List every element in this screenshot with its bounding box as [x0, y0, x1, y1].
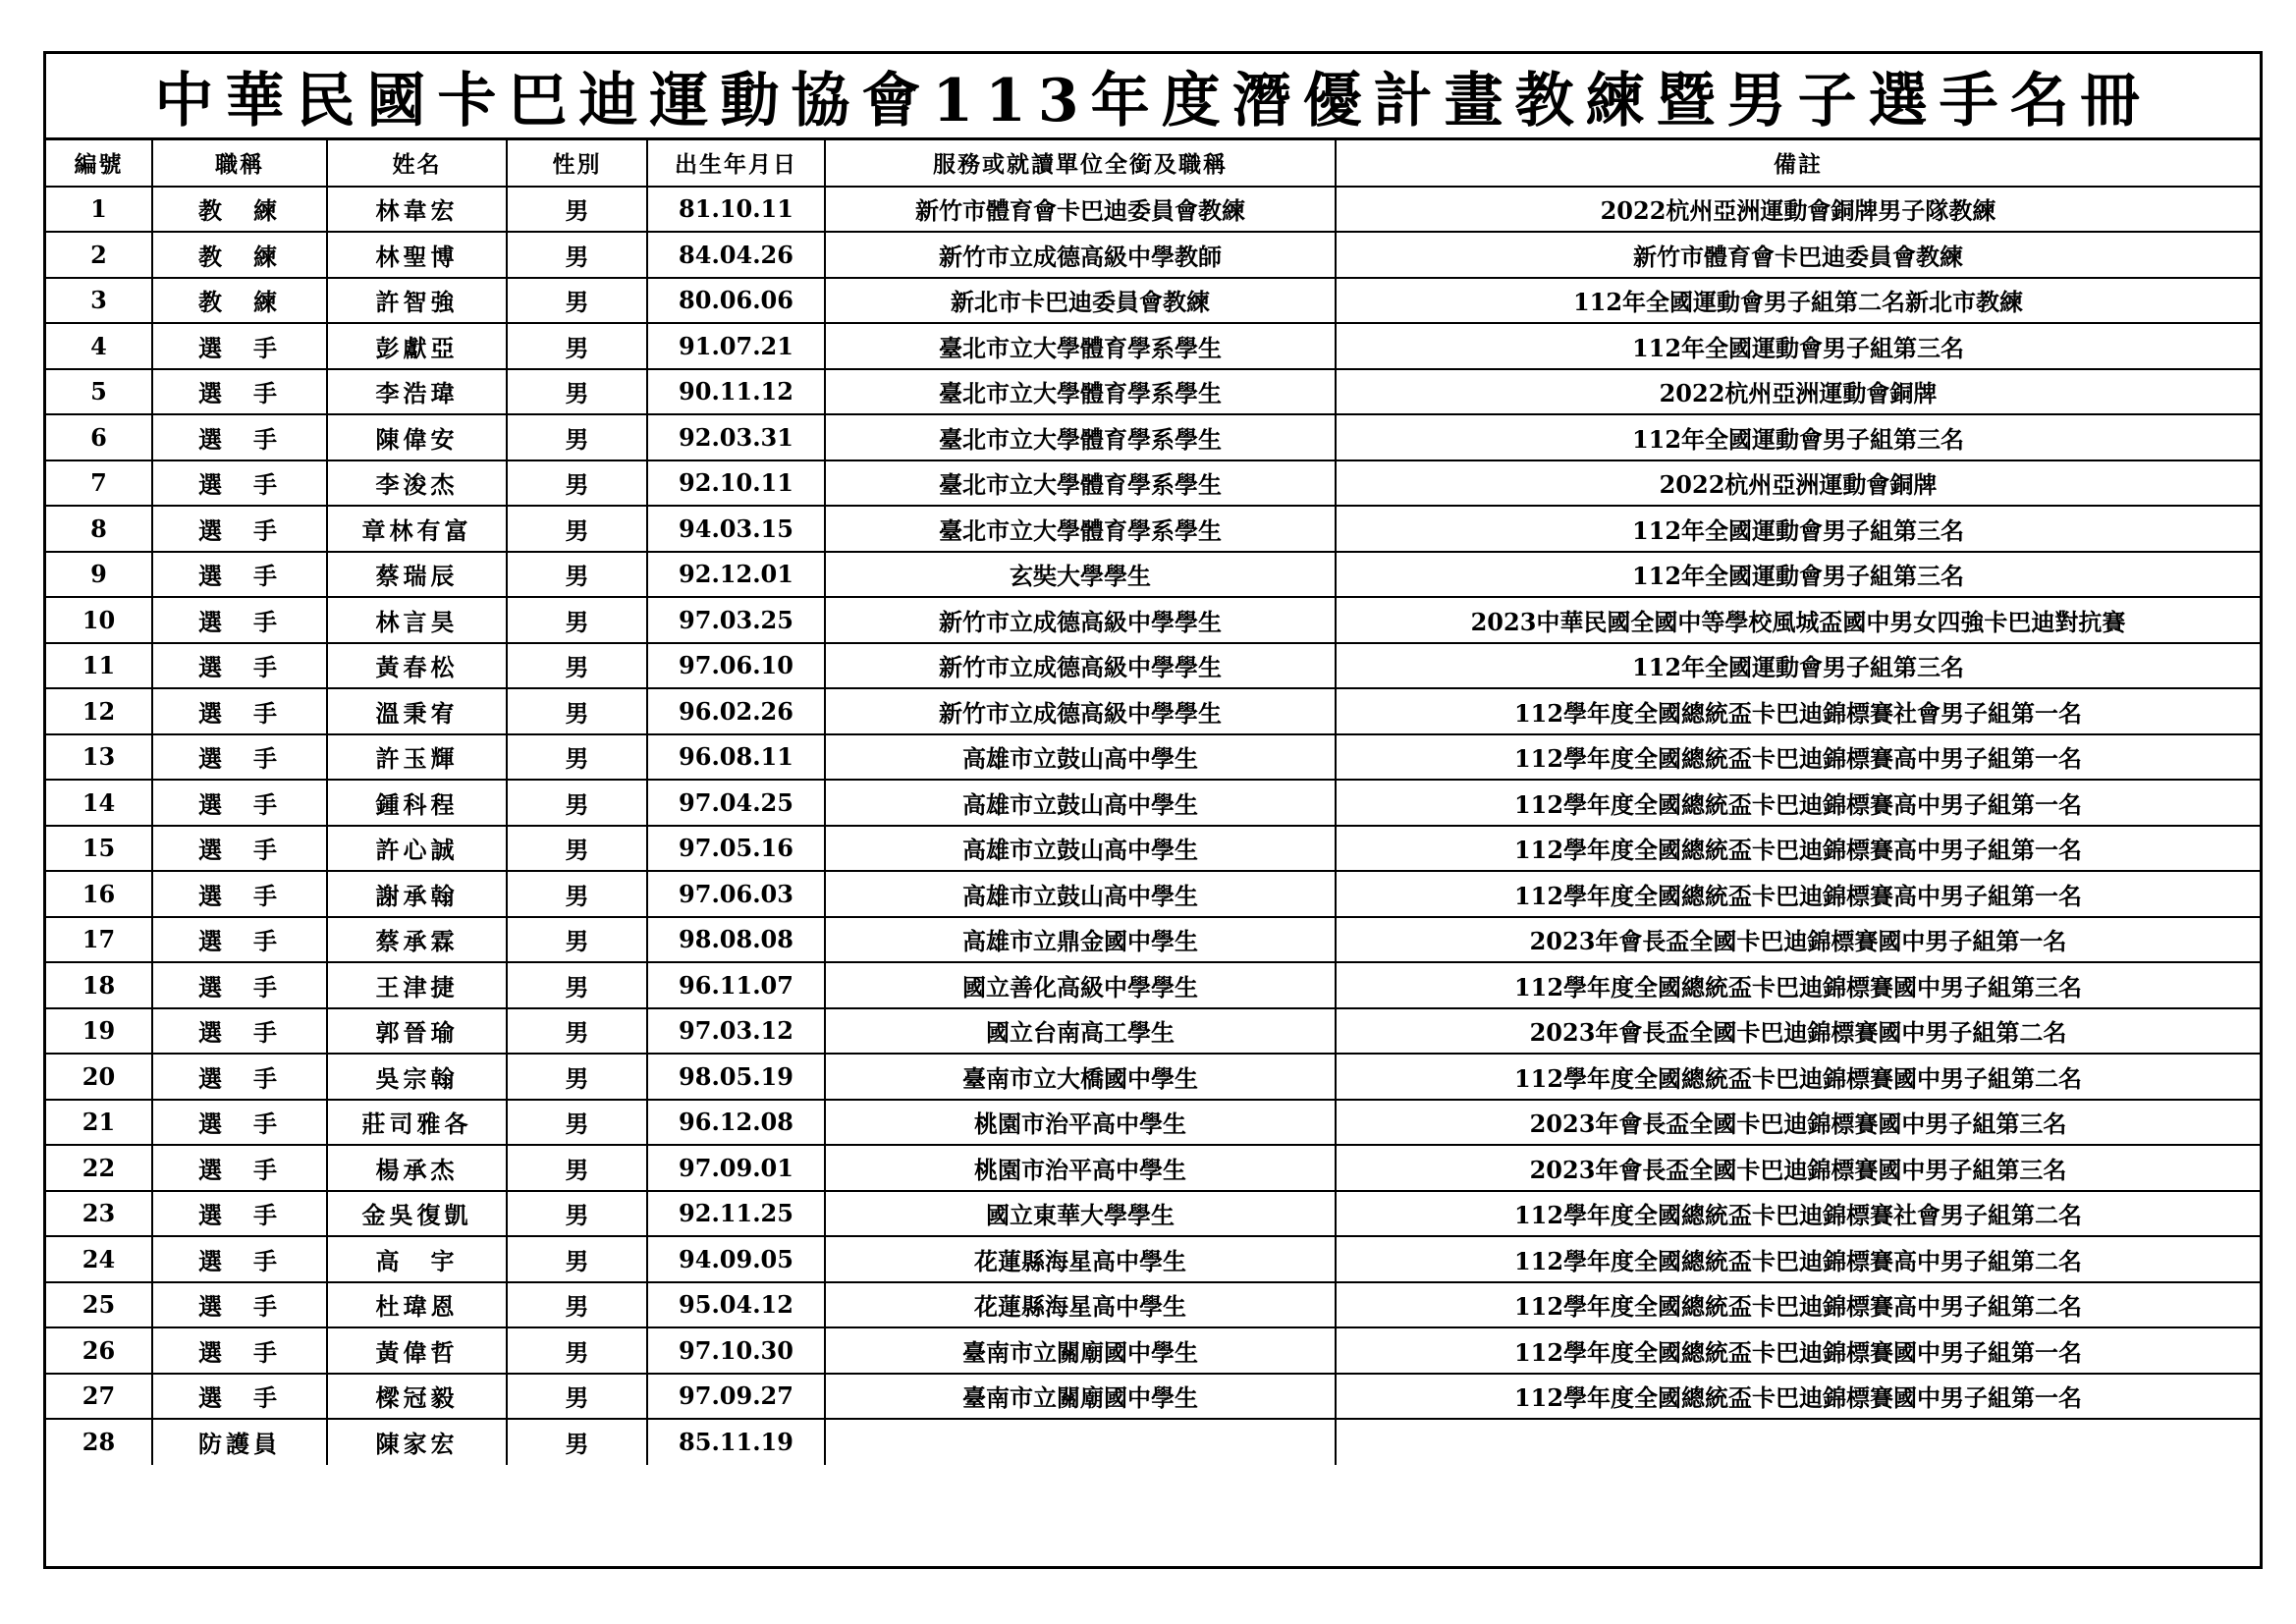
cell-role: 選 手: [152, 1191, 327, 1237]
cell-birthdate: 81.10.11: [647, 187, 825, 233]
cell-role: 選 手: [152, 1008, 327, 1055]
cell-name: 楊承杰: [327, 1145, 507, 1191]
cell-affiliation: 花蓮縣海星高中學生: [825, 1236, 1336, 1282]
cell-role: 選 手: [152, 780, 327, 826]
cell-remarks: 2023年會長盃全國卡巴迪錦標賽國中男子組第三名: [1336, 1145, 2260, 1191]
cell-remarks: 112學年度全國總統盃卡巴迪錦標賽國中男子組第一名: [1336, 1374, 2260, 1420]
cell-name: 林聖博: [327, 232, 507, 278]
cell-number: 16: [46, 871, 152, 917]
cell-role: 選 手: [152, 369, 327, 415]
cell-affiliation: 臺南市立大橋國中學生: [825, 1054, 1336, 1100]
cell-affiliation: 臺北市立大學體育學系學生: [825, 414, 1336, 460]
roster-sheet: [43, 51, 2263, 1569]
cell-affiliation: 國立東華大學學生: [825, 1191, 1336, 1237]
cell-birthdate: 95.04.12: [647, 1282, 825, 1328]
cell-affiliation: 國立台南高工學生: [825, 1008, 1336, 1055]
table-row: [46, 871, 2260, 917]
cell-name: 杜瑋恩: [327, 1282, 507, 1328]
cell-birthdate: 92.10.11: [647, 460, 825, 507]
cell-affiliation: 國立善化高級中學學生: [825, 962, 1336, 1008]
cell-remarks: 112學年度全國總統盃卡巴迪錦標賽高中男子組第一名: [1336, 826, 2260, 872]
cell-affiliation: 高雄市立鼓山高中學生: [825, 871, 1336, 917]
cell-number: 18: [46, 962, 152, 1008]
cell-role: 教 練: [152, 232, 327, 278]
cell-birthdate: 98.05.19: [647, 1054, 825, 1100]
table-row: [46, 460, 2260, 507]
cell-birthdate: 84.04.26: [647, 232, 825, 278]
cell-remarks: 2023中華民國全國中等學校風城盃國中男女四強卡巴迪對抗賽: [1336, 597, 2260, 643]
cell-name: 林言昊: [327, 597, 507, 643]
cell-number: 5: [46, 369, 152, 415]
cell-number: 28: [46, 1419, 152, 1465]
cell-name: 吳宗翰: [327, 1054, 507, 1100]
cell-remarks: 112年全國運動會男子組第三名: [1336, 323, 2260, 369]
cell-affiliation: 高雄市立鼎金國中學生: [825, 917, 1336, 963]
cell-gender: 男: [507, 1100, 647, 1146]
cell-gender: 男: [507, 460, 647, 507]
header-number: 編號: [46, 140, 152, 187]
table-row: [46, 734, 2260, 781]
cell-role: 選 手: [152, 506, 327, 552]
header-row: [46, 140, 2260, 187]
cell-birthdate: 80.06.06: [647, 278, 825, 324]
cell-birthdate: 92.03.31: [647, 414, 825, 460]
cell-name: 郭晉瑜: [327, 1008, 507, 1055]
cell-role: 選 手: [152, 1100, 327, 1146]
cell-gender: 男: [507, 826, 647, 872]
cell-remarks: 112學年度全國總統盃卡巴迪錦標賽高中男子組第一名: [1336, 871, 2260, 917]
cell-name: 李浚杰: [327, 460, 507, 507]
cell-number: 27: [46, 1374, 152, 1420]
table-row: [46, 552, 2260, 598]
cell-remarks: 112學年度全國總統盃卡巴迪錦標賽高中男子組第一名: [1336, 734, 2260, 781]
cell-name: 謝承翰: [327, 871, 507, 917]
cell-gender: 男: [507, 278, 647, 324]
cell-gender: 男: [507, 187, 647, 233]
cell-affiliation: 臺北市立大學體育學系學生: [825, 506, 1336, 552]
cell-birthdate: 97.03.12: [647, 1008, 825, 1055]
cell-affiliation: [825, 1419, 1336, 1465]
cell-remarks: 112年全國運動會男子組第三名: [1336, 414, 2260, 460]
cell-gender: 男: [507, 643, 647, 689]
cell-name: 陳偉安: [327, 414, 507, 460]
cell-gender: 男: [507, 232, 647, 278]
cell-gender: 男: [507, 323, 647, 369]
cell-affiliation: 臺南市立關廟國中學生: [825, 1327, 1336, 1374]
cell-remarks: 2022杭州亞洲運動會銅牌: [1336, 460, 2260, 507]
table-row: [46, 1008, 2260, 1055]
cell-birthdate: 94.03.15: [647, 506, 825, 552]
cell-gender: 男: [507, 734, 647, 781]
cell-remarks: 112學年度全國總統盃卡巴迪錦標賽高中男子組第二名: [1336, 1282, 2260, 1328]
cell-number: 3: [46, 278, 152, 324]
cell-affiliation: 新竹市立成德高級中學學生: [825, 688, 1336, 734]
cell-role: 選 手: [152, 323, 327, 369]
cell-remarks: 2023年會長盃全國卡巴迪錦標賽國中男子組第二名: [1336, 1008, 2260, 1055]
cell-birthdate: 92.12.01: [647, 552, 825, 598]
cell-number: 1: [46, 187, 152, 233]
cell-birthdate: 96.12.08: [647, 1100, 825, 1146]
cell-birthdate: 97.06.10: [647, 643, 825, 689]
cell-name: 王津捷: [327, 962, 507, 1008]
table-row: [46, 1100, 2260, 1146]
cell-name: 金吳復凱: [327, 1191, 507, 1237]
cell-number: 17: [46, 917, 152, 963]
cell-birthdate: 98.08.08: [647, 917, 825, 963]
cell-gender: 男: [507, 1191, 647, 1237]
table-row: [46, 826, 2260, 872]
header-gender: 性別: [507, 140, 647, 187]
cell-birthdate: 97.10.30: [647, 1327, 825, 1374]
cell-role: 選 手: [152, 1054, 327, 1100]
cell-name: 蔡承霖: [327, 917, 507, 963]
cell-remarks: 2023年會長盃全國卡巴迪錦標賽國中男子組第一名: [1336, 917, 2260, 963]
table-row: [46, 1327, 2260, 1374]
table-row: [46, 1374, 2260, 1420]
cell-gender: 男: [507, 414, 647, 460]
cell-name: 彭獻亞: [327, 323, 507, 369]
cell-name: 黃偉哲: [327, 1327, 507, 1374]
cell-affiliation: 新竹市立成德高級中學教師: [825, 232, 1336, 278]
cell-number: 20: [46, 1054, 152, 1100]
table-row: [46, 1419, 2260, 1465]
cell-gender: 男: [507, 1282, 647, 1328]
cell-birthdate: 91.07.21: [647, 323, 825, 369]
cell-number: 11: [46, 643, 152, 689]
cell-affiliation: 臺北市立大學體育學系學生: [825, 460, 1336, 507]
cell-affiliation: 臺南市立關廟國中學生: [825, 1374, 1336, 1420]
cell-number: 25: [46, 1282, 152, 1328]
cell-gender: 男: [507, 1145, 647, 1191]
cell-name: 許心誠: [327, 826, 507, 872]
header-name: 姓名: [327, 140, 507, 187]
cell-name: 章林有富: [327, 506, 507, 552]
cell-role: 選 手: [152, 1327, 327, 1374]
cell-role: 選 手: [152, 734, 327, 781]
table-row: [46, 1282, 2260, 1328]
cell-role: 選 手: [152, 597, 327, 643]
cell-remarks: 112學年度全國總統盃卡巴迪錦標賽國中男子組第二名: [1336, 1054, 2260, 1100]
cell-number: 2: [46, 232, 152, 278]
cell-affiliation: 玄奘大學學生: [825, 552, 1336, 598]
cell-remarks: 112學年度全國總統盃卡巴迪錦標賽高中男子組第一名: [1336, 780, 2260, 826]
cell-gender: 男: [507, 1236, 647, 1282]
cell-birthdate: 97.06.03: [647, 871, 825, 917]
cell-birthdate: 97.04.25: [647, 780, 825, 826]
cell-role: 選 手: [152, 1145, 327, 1191]
cell-remarks: 112年全國運動會男子組第三名: [1336, 552, 2260, 598]
cell-role: 選 手: [152, 1236, 327, 1282]
cell-role: 選 手: [152, 962, 327, 1008]
cell-gender: 男: [507, 369, 647, 415]
cell-remarks: 2022杭州亞洲運動會銅牌: [1336, 369, 2260, 415]
cell-affiliation: 新竹市立成德高級中學學生: [825, 643, 1336, 689]
cell-birthdate: 97.09.01: [647, 1145, 825, 1191]
cell-remarks: 112學年度全國總統盃卡巴迪錦標賽社會男子組第二名: [1336, 1191, 2260, 1237]
cell-name: 李浩瑋: [327, 369, 507, 415]
cell-role: 選 手: [152, 414, 327, 460]
cell-number: 24: [46, 1236, 152, 1282]
cell-number: 14: [46, 780, 152, 826]
cell-remarks: [1336, 1419, 2260, 1465]
cell-birthdate: 97.03.25: [647, 597, 825, 643]
header-remarks: 備註: [1336, 140, 2260, 187]
cell-role: 選 手: [152, 871, 327, 917]
cell-number: 10: [46, 597, 152, 643]
cell-number: 19: [46, 1008, 152, 1055]
cell-role: 防護員: [152, 1419, 327, 1465]
cell-gender: 男: [507, 597, 647, 643]
cell-affiliation: 高雄市立鼓山高中學生: [825, 826, 1336, 872]
cell-role: 選 手: [152, 917, 327, 963]
cell-name: 許智強: [327, 278, 507, 324]
cell-role: 選 手: [152, 460, 327, 507]
cell-birthdate: 90.11.12: [647, 369, 825, 415]
table-row: [46, 232, 2260, 278]
cell-affiliation: 花蓮縣海星高中學生: [825, 1282, 1336, 1328]
roster-body: [46, 187, 2260, 1465]
table-row: [46, 917, 2260, 963]
table-row: [46, 369, 2260, 415]
table-row: [46, 187, 2260, 233]
cell-number: 15: [46, 826, 152, 872]
cell-remarks: 112年全國運動會男子組第二名新北市教練: [1336, 278, 2260, 324]
cell-affiliation: 桃園市治平高中學生: [825, 1100, 1336, 1146]
cell-affiliation: 新竹市立成德高級中學學生: [825, 597, 1336, 643]
cell-name: 溫秉宥: [327, 688, 507, 734]
cell-gender: 男: [507, 1008, 647, 1055]
cell-name: 黃春松: [327, 643, 507, 689]
cell-name: 鍾科程: [327, 780, 507, 826]
cell-affiliation: 桃園市治平高中學生: [825, 1145, 1336, 1191]
cell-role: 選 手: [152, 1282, 327, 1328]
table-row: [46, 962, 2260, 1008]
cell-number: 13: [46, 734, 152, 781]
cell-number: 23: [46, 1191, 152, 1237]
cell-birthdate: 97.05.16: [647, 826, 825, 872]
table-row: [46, 506, 2260, 552]
cell-name: 許玉輝: [327, 734, 507, 781]
cell-remarks: 112學年度全國總統盃卡巴迪錦標賽國中男子組第一名: [1336, 1327, 2260, 1374]
cell-number: 21: [46, 1100, 152, 1146]
header-birthdate: 出生年月日: [647, 140, 825, 187]
cell-number: 12: [46, 688, 152, 734]
cell-name: 陳家宏: [327, 1419, 507, 1465]
cell-number: 7: [46, 460, 152, 507]
cell-gender: 男: [507, 1054, 647, 1100]
cell-remarks: 112學年度全國總統盃卡巴迪錦標賽國中男子組第三名: [1336, 962, 2260, 1008]
table-row: [46, 323, 2260, 369]
table-row: [46, 597, 2260, 643]
cell-gender: 男: [507, 506, 647, 552]
document-title: 中華民國卡巴迪運動協會113年度潛優計畫教練暨男子選手名冊: [46, 54, 2260, 140]
cell-gender: 男: [507, 780, 647, 826]
cell-birthdate: 96.11.07: [647, 962, 825, 1008]
cell-gender: 男: [507, 962, 647, 1008]
cell-role: 選 手: [152, 643, 327, 689]
cell-number: 9: [46, 552, 152, 598]
table-row: [46, 414, 2260, 460]
cell-role: 教 練: [152, 187, 327, 233]
cell-role: 選 手: [152, 552, 327, 598]
cell-birthdate: 92.11.25: [647, 1191, 825, 1237]
cell-affiliation: 新竹市體育會卡巴迪委員會教練: [825, 187, 1336, 233]
cell-name: 林韋宏: [327, 187, 507, 233]
header-affiliation: 服務或就讀單位全銜及職稱: [825, 140, 1336, 187]
cell-role: 選 手: [152, 1374, 327, 1420]
cell-affiliation: 高雄市立鼓山高中學生: [825, 734, 1336, 781]
cell-gender: 男: [507, 1374, 647, 1420]
cell-remarks: 2022杭州亞洲運動會銅牌男子隊教練: [1336, 187, 2260, 233]
cell-role: 選 手: [152, 688, 327, 734]
cell-role: 教 練: [152, 278, 327, 324]
cell-affiliation: 臺北市立大學體育學系學生: [825, 369, 1336, 415]
cell-name: 蔡瑞辰: [327, 552, 507, 598]
cell-affiliation: 臺北市立大學體育學系學生: [825, 323, 1336, 369]
table-row: [46, 1236, 2260, 1282]
table-row: [46, 278, 2260, 324]
cell-gender: 男: [507, 1419, 647, 1465]
cell-name: 樑冠毅: [327, 1374, 507, 1420]
cell-number: 26: [46, 1327, 152, 1374]
cell-role: 選 手: [152, 826, 327, 872]
cell-affiliation: 新北市卡巴迪委員會教練: [825, 278, 1336, 324]
cell-remarks: 112學年度全國總統盃卡巴迪錦標賽社會男子組第一名: [1336, 688, 2260, 734]
cell-gender: 男: [507, 688, 647, 734]
cell-birthdate: 97.09.27: [647, 1374, 825, 1420]
cell-affiliation: 高雄市立鼓山高中學生: [825, 780, 1336, 826]
cell-gender: 男: [507, 871, 647, 917]
table-row: [46, 643, 2260, 689]
cell-gender: 男: [507, 1327, 647, 1374]
cell-number: 22: [46, 1145, 152, 1191]
table-row: [46, 1145, 2260, 1191]
table-row: [46, 688, 2260, 734]
cell-birthdate: 94.09.05: [647, 1236, 825, 1282]
cell-gender: 男: [507, 917, 647, 963]
cell-name: 莊司雅各: [327, 1100, 507, 1146]
table-row: [46, 1054, 2260, 1100]
cell-remarks: 新竹市體育會卡巴迪委員會教練: [1336, 232, 2260, 278]
cell-birthdate: 96.08.11: [647, 734, 825, 781]
cell-number: 4: [46, 323, 152, 369]
cell-name: 高 宇: [327, 1236, 507, 1282]
cell-remarks: 112年全國運動會男子組第三名: [1336, 643, 2260, 689]
header-role: 職稱: [152, 140, 327, 187]
cell-number: 8: [46, 506, 152, 552]
cell-gender: 男: [507, 552, 647, 598]
roster-table: [46, 140, 2260, 1465]
cell-birthdate: 85.11.19: [647, 1419, 825, 1465]
cell-remarks: 112年全國運動會男子組第三名: [1336, 506, 2260, 552]
table-row: [46, 1191, 2260, 1237]
cell-remarks: 2023年會長盃全國卡巴迪錦標賽國中男子組第三名: [1336, 1100, 2260, 1146]
cell-number: 6: [46, 414, 152, 460]
cell-birthdate: 96.02.26: [647, 688, 825, 734]
table-row: [46, 780, 2260, 826]
cell-remarks: 112學年度全國總統盃卡巴迪錦標賽高中男子組第二名: [1336, 1236, 2260, 1282]
